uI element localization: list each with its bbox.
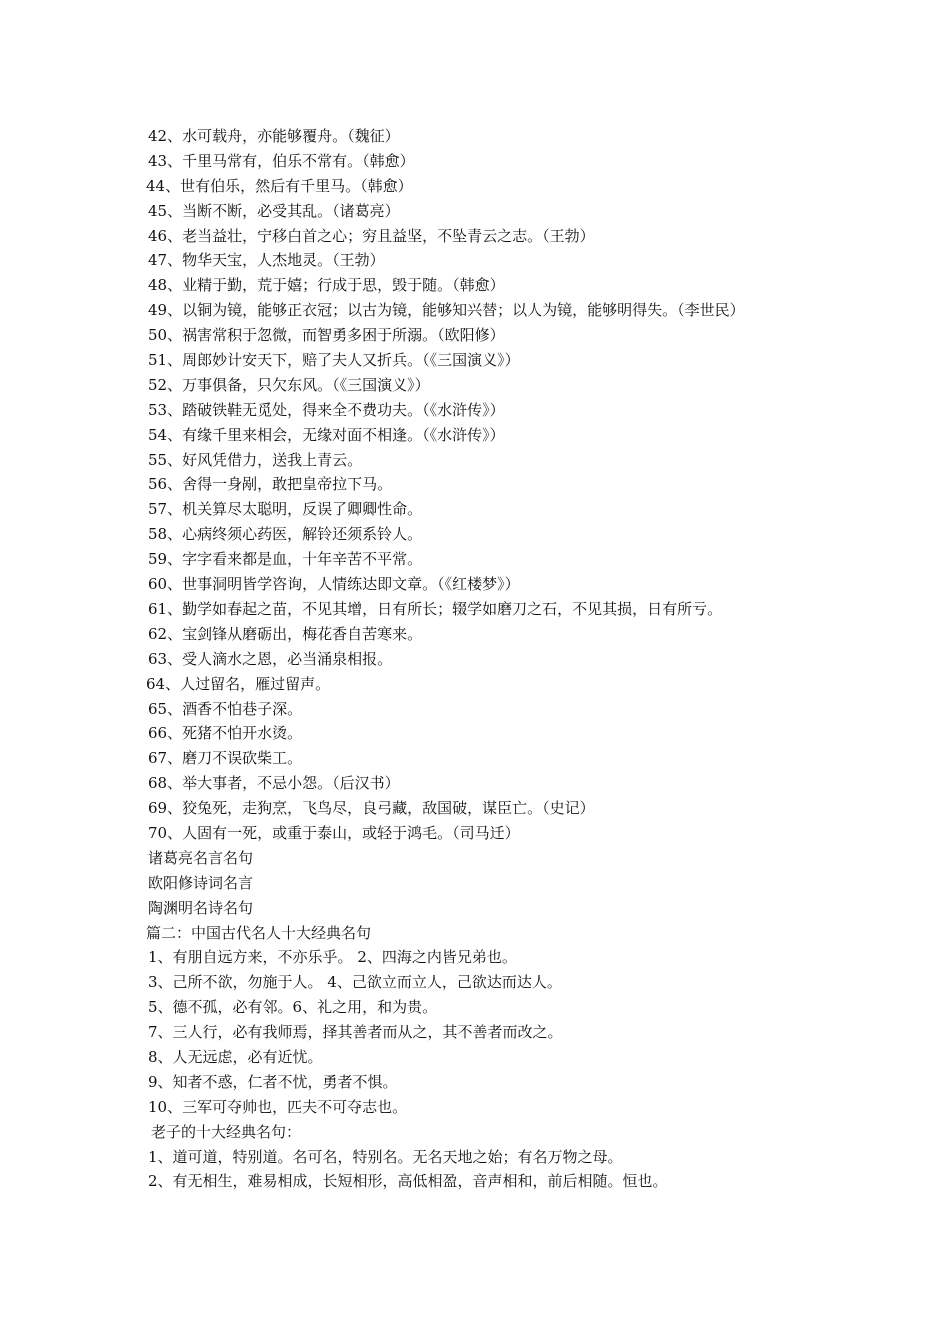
text-line: 55、好风凭借力，送我上青云。 [148,450,363,469]
text-line: 42、水可载舟，亦能够覆舟。（魏征） [148,127,400,145]
text-line: 62、宝剑锋从磨砺出，梅花香自苦寒来。 [148,624,423,643]
section-heading: 诸葛亮名言名句 [148,848,254,867]
text-line: 7、三人行，必有我师焉，择其善者而从之，其不善者而改之。 [148,1023,563,1042]
text-line: 3、己所不欲，勿施于人。 4、己欲立而立人，己欲达而达人。 [148,973,562,992]
section-heading: 老子的十大经典名句： [151,1122,302,1141]
text-line: 43、千里马常有，伯乐不常有。（韩愈） [148,151,415,170]
text-line: 63、受人滴水之恩，必当涌泉相报。 [148,649,393,668]
text-line: 1、有朋自远方来，不亦乐乎。 2、四海之内皆兄弟也。 [148,948,517,967]
text-line: 68、举大事者，不忌小怨。（后汉书） [148,774,400,793]
text-line: 8、人无远虑，必有近忧。 [148,1047,323,1066]
section-heading: 篇二：中国古代名人十大经典名句 [146,923,372,942]
text-line: 56、舍得一身剐，敢把皇帝拉下马。 [148,475,393,494]
section-heading: 陶渊明名诗名句 [148,898,254,917]
text-line: 61、勤学如春起之苗，不见其增，日有所长；辍学如磨刀之石，不见其损，日有所亏。 [148,599,723,618]
text-line: 57、机关算尽太聪明，反误了卿卿性命。 [148,500,423,519]
document-body [146,124,826,1194]
text-line: 48、业精于勤，荒于嬉；行成于思，毁于随。（韩愈） [148,276,505,295]
text-line: 53、踏破铁鞋无觅处，得来全不费功夫。（《水浒传》） [148,400,505,419]
text-line: 47、物华天宝，人杰地灵。（王勃） [148,251,385,270]
text-line: 5、德不孤，必有邻。6、礼之用，和为贵。 [148,998,438,1017]
text-line: 52、万事俱备，只欠东风。（《三国演义》） [148,375,430,394]
text-line: 9、知者不惑，仁者不忧，勇者不惧。 [148,1072,398,1091]
text-line: 54、有缘千里来相会，无缘对面不相逢。（《水浒传》） [148,425,505,444]
text-line: 50、祸害常积于忽微，而智勇多困于所溺。（欧阳修） [148,326,505,345]
text-line: 51、周郎妙计安天下，赔了夫人又折兵。（《三国演义》） [148,351,520,370]
text-line: 49、以铜为镜，能够正衣冠；以古为镜，能够知兴替；以人为镜，能够明得失。（李世民） [148,301,745,320]
text-line: 58、心病终须心药医，解铃还须系铃人。 [148,525,423,544]
text-line: 67、磨刀不误砍柴工。 [148,749,303,768]
text-line: 64、人过留名，雁过留声。 [146,674,331,693]
text-line: 69、狡兔死，走狗烹，飞鸟尽，良弓藏，敌国破，谋臣亡。（史记） [148,799,595,818]
section-heading: 欧阳修诗词名言 [148,873,254,892]
text-line: 45、当断不断，必受其乱。（诸葛亮） [148,201,400,220]
text-line: 2、有无相生，难易相成，长短相形，高低相盈，音声相和，前后相随。恒也。 [148,1172,668,1191]
text-line: 59、字字看来都是血，十年辛苦不平常。 [148,550,423,569]
text-line: 44、世有伯乐，然后有千里马。（韩愈） [146,176,413,195]
text-line: 60、世事洞明皆学咨询，人情练达即文章。（《红楼梦》） [148,575,520,594]
text-line: 66、死猪不怕开水烫。 [148,724,303,743]
text-line: 1、道可道，特别道。名可名，特别名。无名天地之始；有名万物之母。 [148,1147,623,1166]
text-line: 46、老当益壮，宁移白首之心；穷且益坚，不坠青云之志。（王勃） [148,226,595,245]
text-line: 65、酒香不怕巷子深。 [148,699,303,718]
text-line: 70、人固有一死，或重于泰山，或轻于鸿毛。（司马迁） [148,823,520,842]
text-line: 10、三军可夺帅也，匹夫不可夺志也。 [148,1097,408,1116]
